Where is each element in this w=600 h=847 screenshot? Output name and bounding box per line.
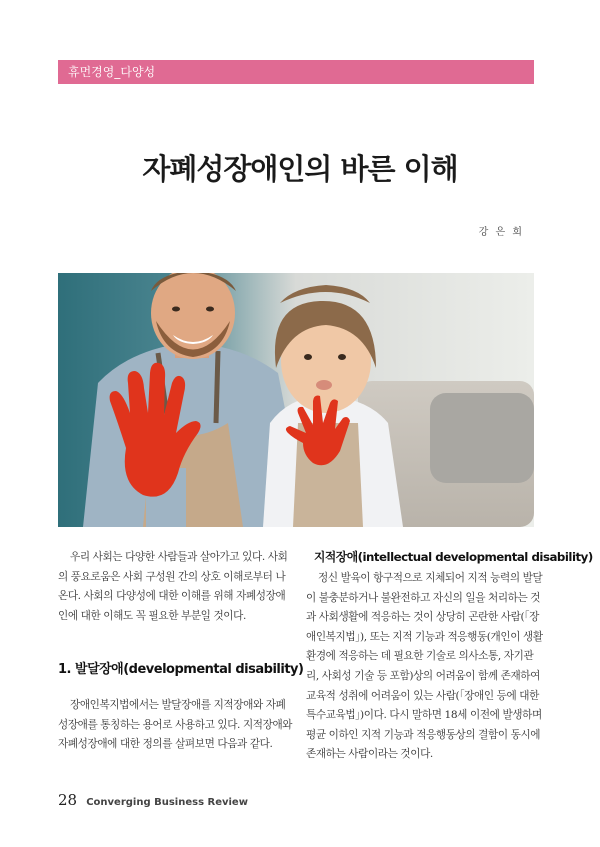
- left-column-intro: [58, 548, 287, 626]
- paragraph-line: 교육적 성취에 어려움이 있는 사람(「장애인 등에 대한: [306, 689, 539, 702]
- paragraph-line: 우리 사회는 다양한 사람들과 살아가고 있다. 사회: [70, 551, 288, 563]
- paragraph-line: 리, 사회성 기술 등 포함)상의 어려움이 함께 존재하여: [306, 669, 540, 682]
- page-footer: [58, 790, 248, 809]
- paragraph-line: 환경에 적응하는 데 필요한 기술로 의사소통, 자기관: [306, 650, 534, 663]
- author-name: 강 은 희: [478, 227, 524, 238]
- paragraph-line: 이 불충분하거나 불완전하고 자신의 일을 처리하는 것: [306, 591, 541, 604]
- subsection-heading-intellectual: 지적장애(intellectual developmental disability): [314, 550, 593, 564]
- paragraph-line: 인에 대한 이해도 꼭 필요한 부분일 것이다.: [58, 609, 246, 622]
- paragraph-line: 과 사회생활에 적응하는 것이 상당히 곤란한 사람(「장: [306, 611, 539, 624]
- paragraph-line: 자폐성장애에 대한 정의를 살펴보면 다음과 같다.: [58, 738, 273, 751]
- article-title: 자폐성장애인의 바른 이해: [142, 152, 458, 186]
- section-heading-1: 1. 발달장애(developmental disability): [58, 662, 304, 677]
- paragraph-line: 특수교육법」)이다. 다시 말하면 18세 이전에 발생하며: [306, 709, 542, 722]
- magazine-name: Converging Business Review: [86, 797, 248, 808]
- paragraph-line: 평균 이하인 지적 기능과 적응행동상의 결함이 동시에: [306, 728, 541, 741]
- paragraph-line: 존재하는 사람이라는 것이다.: [306, 748, 433, 761]
- paragraph-line: 온다. 사회의 다양성에 대한 이해를 위해 자폐성장애: [58, 590, 286, 603]
- right-column-body: [306, 569, 543, 765]
- section-label: 휴먼경영_다양성: [68, 65, 156, 79]
- paragraph-line: 성장애를 통칭하는 용어로 사용하고 있다. 지적장애와: [58, 718, 293, 731]
- paragraph-line: 장애인복지법에서는 발달장애를 지적장애와 자폐: [70, 699, 286, 711]
- article-photo: [58, 273, 534, 527]
- page-number: 28: [58, 791, 78, 809]
- paragraph-line: 의 풍요로움은 사회 구성원 간의 상호 이해로부터 나: [58, 570, 286, 583]
- section-banner: [58, 60, 534, 84]
- paragraph-line: 정신 발육이 항구적으로 지체되어 지적 능력의 발달: [318, 572, 543, 584]
- left-column-section1-body: [58, 696, 292, 755]
- paragraph-line: 애인복지법」), 또는 지적 기능과 적응행동(개인이 생활: [306, 630, 543, 643]
